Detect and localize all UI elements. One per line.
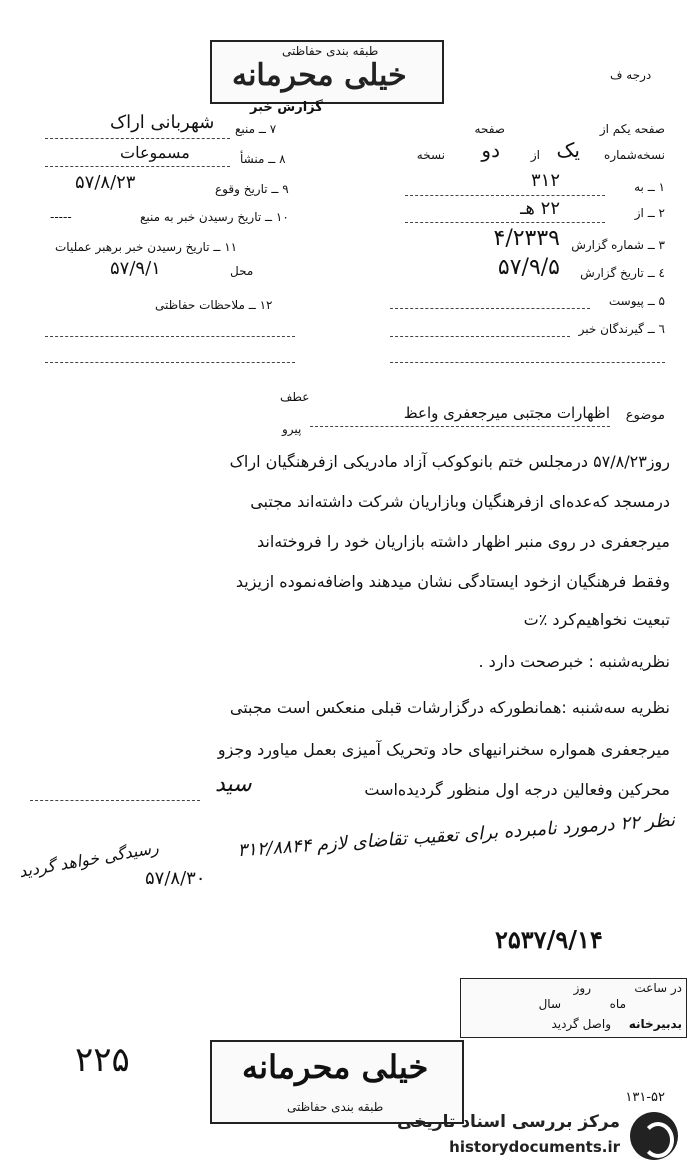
handwritten-date: ۲۵۳۷/۹/۱۴ <box>495 925 603 954</box>
origin-value: مسموعات <box>120 143 190 162</box>
location-label: محل <box>230 264 254 278</box>
security-notes-label: ۱۲ ــ ملاحظات حفاظتی <box>155 298 273 312</box>
handwritten-note-tail: رسیدگی خواهد گردید <box>17 837 160 882</box>
copy-word: نسخه <box>416 148 445 162</box>
classification-stamp-top <box>210 40 444 104</box>
bottom-classification-label: طبقه بندی حفاظتی <box>287 1100 384 1114</box>
opinion-source: نظریه‌شنبه : خبرصحت دارد . <box>478 652 670 671</box>
date-to-leader-label: ۱۱ ــ تاریخ رسیدن خبر برهبر عملیات <box>55 240 238 254</box>
report-date-value: ۵۷/۹/۵ <box>497 255 560 280</box>
report-date-label: ٤ ــ تاریخ گزارش <box>580 266 665 280</box>
bottom-classification-value: خیلی محرمانه <box>242 1048 429 1086</box>
receipt-line1: در ساعت <box>634 981 682 995</box>
body-line-4: وفقط فرهنگیان ازخود ایستادگی نشان میدهند واضافه‌نموده ازیزید <box>235 572 670 591</box>
classification-value: خیلی محرمانه <box>232 58 407 93</box>
document-code: ۱۳۱-۵۲ <box>625 1090 665 1105</box>
to-label: ۱ ــ به <box>634 180 665 194</box>
from-value: ۲۲ هـ <box>520 198 560 219</box>
watermark-logo-icon <box>630 1112 678 1160</box>
receipt-line3b: واصل گردید <box>551 1017 611 1031</box>
classification-label: طبقه بندی حفاظتی <box>282 44 379 58</box>
report-no-value: ۴/۲۳۳۹ <box>493 226 560 251</box>
report-no-label: ۳ ــ شماره گزارش <box>571 238 665 252</box>
signature: سید <box>215 772 252 797</box>
body-line-3: میرجعفری در روی منبر اظهار داشته بازاریان خود را فروخته‌اند <box>256 532 670 551</box>
copy-value: یک <box>556 138 580 162</box>
report-title: گزارش خبر <box>250 100 323 115</box>
receipt-line2: ماه <box>609 997 626 1011</box>
handwritten-note: نظر ۲۲ درمورد نامبرده برای تعقیب تقاضای لازم ۳۱۲/۸۸۴۴ <box>236 809 676 862</box>
page-label: صفحه یکم از <box>599 122 665 136</box>
receipt-line1b: روز <box>573 981 591 995</box>
source-label: ۷ ــ منبع <box>235 122 277 136</box>
origin-label: ۸ ــ منشأ <box>240 152 286 166</box>
from-label: ۲ ــ از <box>634 206 665 220</box>
to-value: ۳۱۲ <box>530 170 560 191</box>
receipt-stamp <box>460 978 687 1038</box>
body-line-5: تبعیت نخواهیم‌کرد ٪ت <box>523 610 670 629</box>
opinion2-line-1: نظریه سه‌شنبه :همانطورکه درگزارشات قبلی منعکس است مجبتی <box>229 698 670 717</box>
watermark-title: مرکز بررسی اسناد تاریخی <box>397 1112 620 1132</box>
date-to-source-value: ----- <box>50 210 72 224</box>
body-line-1: روز۵۷/۸/۲۳ درمجلس ختم بانوکوکب آزاد مادریکی ازفرهنگیان اراک <box>229 452 670 471</box>
watermark-url: historydocuments.ir <box>449 1138 620 1156</box>
grade-label: درجه ف <box>610 68 652 82</box>
date-occurred-value: ۵۷/۸/۲۳ <box>75 172 136 193</box>
handwritten-note-date: ۵۷/۸/۳۰ <box>145 868 206 889</box>
opinion2-line-2: میرجعفری همواره سخنرانیهای حاد وتحریک آمیزی بعمل میاورد وجزو <box>217 740 670 759</box>
subject-annotation-top: عطف <box>280 390 310 404</box>
receipt-line3: بدبیرخانه <box>628 1017 682 1031</box>
subject-text: اظهارات مجتبی میرجعفری واعظ <box>403 404 610 422</box>
page-word: صفحه <box>474 122 505 136</box>
date-occurred-label: ۹ ــ تاریخ وقوع <box>215 182 289 196</box>
subject-annotation-bottom: پیرو <box>282 422 302 436</box>
date-to-leader-value: ۵۷/۹/۱ <box>110 258 161 279</box>
receipt-line2b: سال <box>538 997 561 1011</box>
source-value: شهربانی اراک <box>110 112 215 133</box>
copy-label: نسخه‌شماره <box>604 148 665 162</box>
opinion2-line-3: محرکین وفعالین درجه اول منظور گردیده‌است <box>364 780 670 799</box>
subject-label: موضوع <box>625 408 665 423</box>
attachment-label: ۵ ــ پیوست <box>608 294 665 308</box>
copy-of: از <box>530 148 540 162</box>
copy-total: دو <box>481 138 500 162</box>
date-to-source-label: ۱۰ ــ تاریخ رسیدن خبر به منبع <box>140 210 289 224</box>
recipients-label: ٦ ــ گیرندگان خبر <box>578 322 665 336</box>
page-number: ۲۲۵ <box>75 1040 130 1080</box>
body-line-2: درمسجد که‌عده‌ای ازفرهنگیان وبازاریان شرکت داشته‌اند مجتبی <box>250 492 670 511</box>
